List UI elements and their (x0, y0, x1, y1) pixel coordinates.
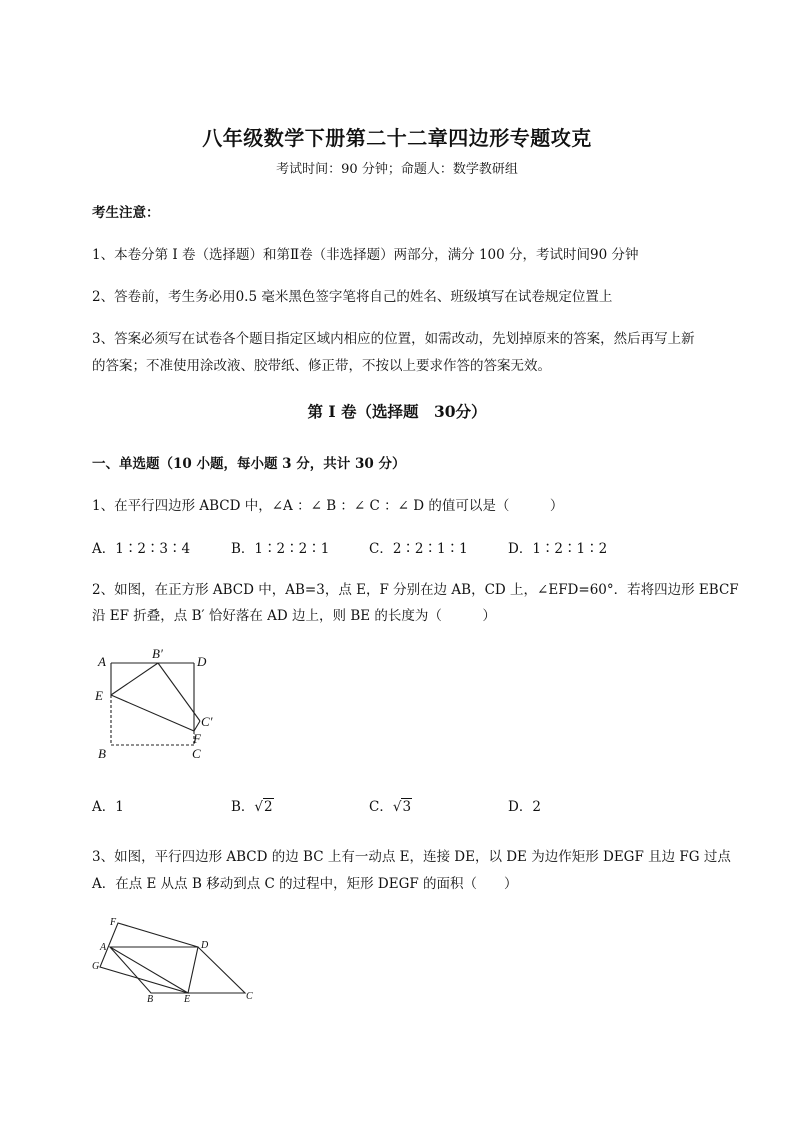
q2-option-b[interactable] (231, 795, 274, 815)
label-b: B (147, 994, 154, 1005)
q2-option-c[interactable] (369, 795, 412, 815)
rectangle-degf (100, 923, 198, 993)
label-e: E (95, 688, 103, 703)
question-1-text: 1、在平行四边形 ABCD 中，∠A ：∠ B ：∠ C ：∠ D 的值可以是（ ） (92, 498, 564, 514)
q1-option-c[interactable]: C．2∶2∶1∶1 (369, 541, 468, 557)
q1-option-b[interactable]: B．1∶2∶2∶1 (231, 541, 330, 557)
label-a: A (98, 654, 106, 669)
label-b: B (98, 746, 106, 761)
q3-figure-parallelogram-rectangle (88, 910, 268, 1010)
question-2-text-line1: 2、如图，在正方形 ABCD 中，AB=3，点 E，F 分别在边 AB，CD 上，∠EFD=60°．若将四边形 EBCF (92, 582, 739, 598)
label-d: D (201, 940, 209, 951)
notice-item-1: 1、本卷分第 I 卷（选择题）和第Ⅱ卷（非选择题）两部分，满分 100 分，考试时间90 分钟 (92, 247, 639, 263)
section-title: 第 I 卷（选择题 30分） (307, 402, 487, 421)
page-title: 八年级数学下册第二十二章四边形专题攻克 (202, 126, 592, 150)
question-2-text-line2: 沿 EF 折叠，点 B′ 恰好落在 AD 边上，则 BE 的长度为（ ） (92, 608, 496, 624)
question-3-text-line1: 3、如图，平行四边形 ABCD 的边 BC 上有一动点 E，连接 DE，以 DE 为边作矩形 DEGF 且边 FG 过点 (92, 849, 731, 865)
edge-eb-prime (111, 663, 158, 695)
label-c: C (246, 991, 253, 1002)
q2-option-d[interactable]: D．2 (508, 799, 541, 815)
label-c: C (192, 746, 201, 761)
edge-c-prime-f (194, 721, 200, 731)
sqrt-2: √2 (254, 799, 273, 815)
q1-option-d[interactable]: D．1∶2∶1∶2 (508, 541, 608, 557)
sqrt-3: √3 (392, 799, 412, 815)
notice-item-2: 2、答卷前，考生务必用0.5 毫米黑色签字笔将自己的姓名、班级填写在试卷规定位置上 (92, 289, 613, 305)
segment-a-e (110, 947, 188, 993)
label-e: E (184, 994, 191, 1005)
label-g: G (92, 961, 100, 972)
notice-heading: 考生注意： (92, 205, 160, 221)
fold-line-ef (111, 695, 194, 731)
label-a: A (100, 942, 107, 953)
question-3-text-line2: A．在点 E 从点 B 移动到点 C 的过程中，矩形 DEGF 的面积（ ） (92, 876, 518, 892)
notice-item-3: 3、答案必须写在试卷各个题目指定区域内相应的位置，如需改动，先划掉原来的答案，然后再写上新 (92, 331, 695, 347)
label-f: F (110, 917, 117, 928)
q2-option-c-label: C． (369, 799, 393, 815)
label-b-prime: B′ (152, 646, 163, 661)
part-heading: 一、单选题（10 小题，每小题 3 分，共计 30 分） (92, 456, 406, 472)
label-d: D (197, 654, 207, 669)
notice-item-3-cont: 的答案；不准使用涂改液、胶带纸、修正带，不按以上要求作答的答案无效。 (92, 358, 551, 374)
q2-figure-square-fold (90, 645, 230, 770)
label-f: F (193, 731, 201, 746)
q2-option-a[interactable]: A．1 (92, 799, 124, 815)
q1-option-a[interactable]: A．1∶2∶3∶4 (92, 541, 191, 557)
exam-info: 考试时间：90 分钟；命题人：数学教研组 (276, 162, 518, 177)
parallelogram-abcd (110, 947, 245, 993)
label-c-prime: C′ (201, 714, 213, 729)
q2-option-b-label: B． (231, 799, 255, 815)
